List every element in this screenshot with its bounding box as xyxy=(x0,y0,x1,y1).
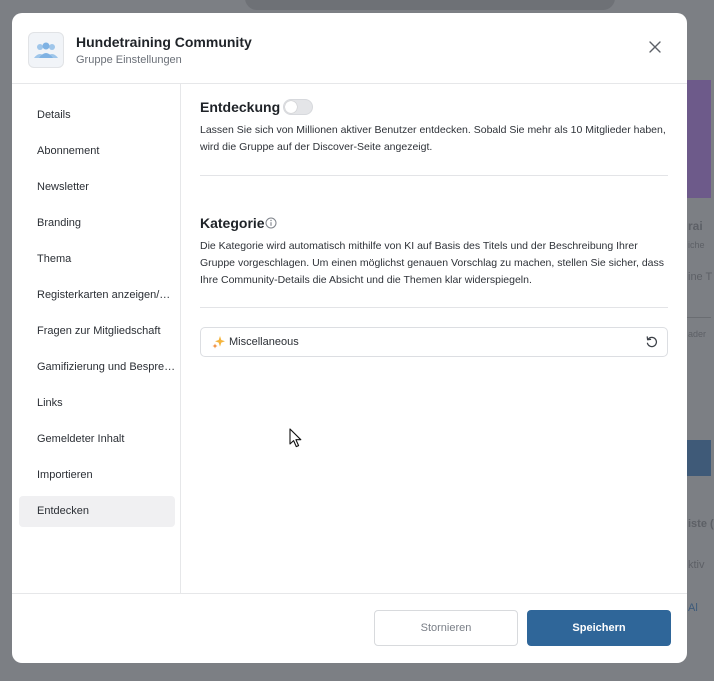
dialog-footer xyxy=(12,593,687,663)
background-text: rai xyxy=(688,219,703,233)
discovery-description: Lassen Sie sich von Millionen aktiver Benutzer entdecken. Sobald Sie mehr als 10 Mitglieder haben, wird die Gruppe auf der Discover-Seite angezeigt. xyxy=(200,124,666,153)
background-text: ader xyxy=(688,329,707,339)
background-text: ine T xyxy=(688,271,713,283)
sidebar-item-gamifizierung[interactable]: Gamifizierung und Bespre… xyxy=(37,361,176,373)
sidebar-item-registerkarten[interactable]: Registerkarten anzeigen/… xyxy=(37,289,171,301)
background-text: ktiv xyxy=(688,559,705,571)
discovery-title: Entdeckung xyxy=(200,99,281,115)
group-settings-dialog xyxy=(12,13,687,663)
cancel-button[interactable]: Stornieren xyxy=(374,610,518,646)
sidebar-item-mitgliedschaft-fragen[interactable]: Fragen zur Mitgliedschaft xyxy=(37,325,161,337)
save-button[interactable]: Speichern xyxy=(527,610,671,646)
sidebar-item-links[interactable]: Links xyxy=(37,397,63,409)
category-select[interactable] xyxy=(200,327,668,357)
background-button xyxy=(686,440,711,476)
dialog-header xyxy=(12,13,687,84)
category-description: Die Kategorie wird automatisch mithilfe von KI auf Basis des Titels und der Beschreibung Ihrer Gruppe vorgeschlagen. Um einen möglichst genauen Vorschlag zu machen, stellen Sie sicher, dass Ihre Community-Details die Absicht und die Themen klar widerspiegeln. xyxy=(200,240,665,286)
background-text: iste ( xyxy=(688,518,714,530)
dialog-subtitle: Gruppe Einstellungen xyxy=(76,54,182,66)
sidebar-item-newsletter[interactable]: Newsletter xyxy=(37,181,89,193)
toggle-knob xyxy=(285,101,297,113)
close-button[interactable] xyxy=(643,35,667,59)
info-icon[interactable] xyxy=(265,217,277,229)
sidebar-item-details[interactable]: Details xyxy=(37,109,71,121)
background-text: iche xyxy=(688,240,705,250)
category-title: Kategorie xyxy=(200,215,265,231)
sidebar-item-importieren[interactable]: Importieren xyxy=(37,469,93,481)
mouse-cursor-icon xyxy=(289,428,303,448)
discovery-toggle[interactable] xyxy=(283,99,313,115)
settings-sidebar xyxy=(12,84,181,593)
sparkle-icon xyxy=(212,335,226,349)
background-cover-image xyxy=(686,80,711,198)
category-value: Miscellaneous xyxy=(229,336,299,348)
background-text: Al xyxy=(688,602,698,614)
close-icon xyxy=(649,41,661,53)
sidebar-item-abonnement[interactable]: Abonnement xyxy=(37,145,100,157)
dialog-title: Hundetraining Community xyxy=(76,34,252,50)
group-avatar xyxy=(28,32,64,68)
sidebar-item-branding[interactable]: Branding xyxy=(37,217,82,229)
sidebar-item-thema[interactable]: Thema xyxy=(37,253,72,265)
background-divider xyxy=(686,317,711,318)
refresh-icon[interactable] xyxy=(645,335,659,349)
sidebar-item-entdecken[interactable]: Entdecken xyxy=(19,496,175,527)
group-people-icon xyxy=(33,41,59,59)
section-divider xyxy=(200,307,668,308)
sidebar-item-gemeldeter-inhalt[interactable]: Gemeldeter Inhalt xyxy=(37,433,125,445)
section-divider xyxy=(200,175,668,176)
background-search-bar xyxy=(245,0,615,10)
